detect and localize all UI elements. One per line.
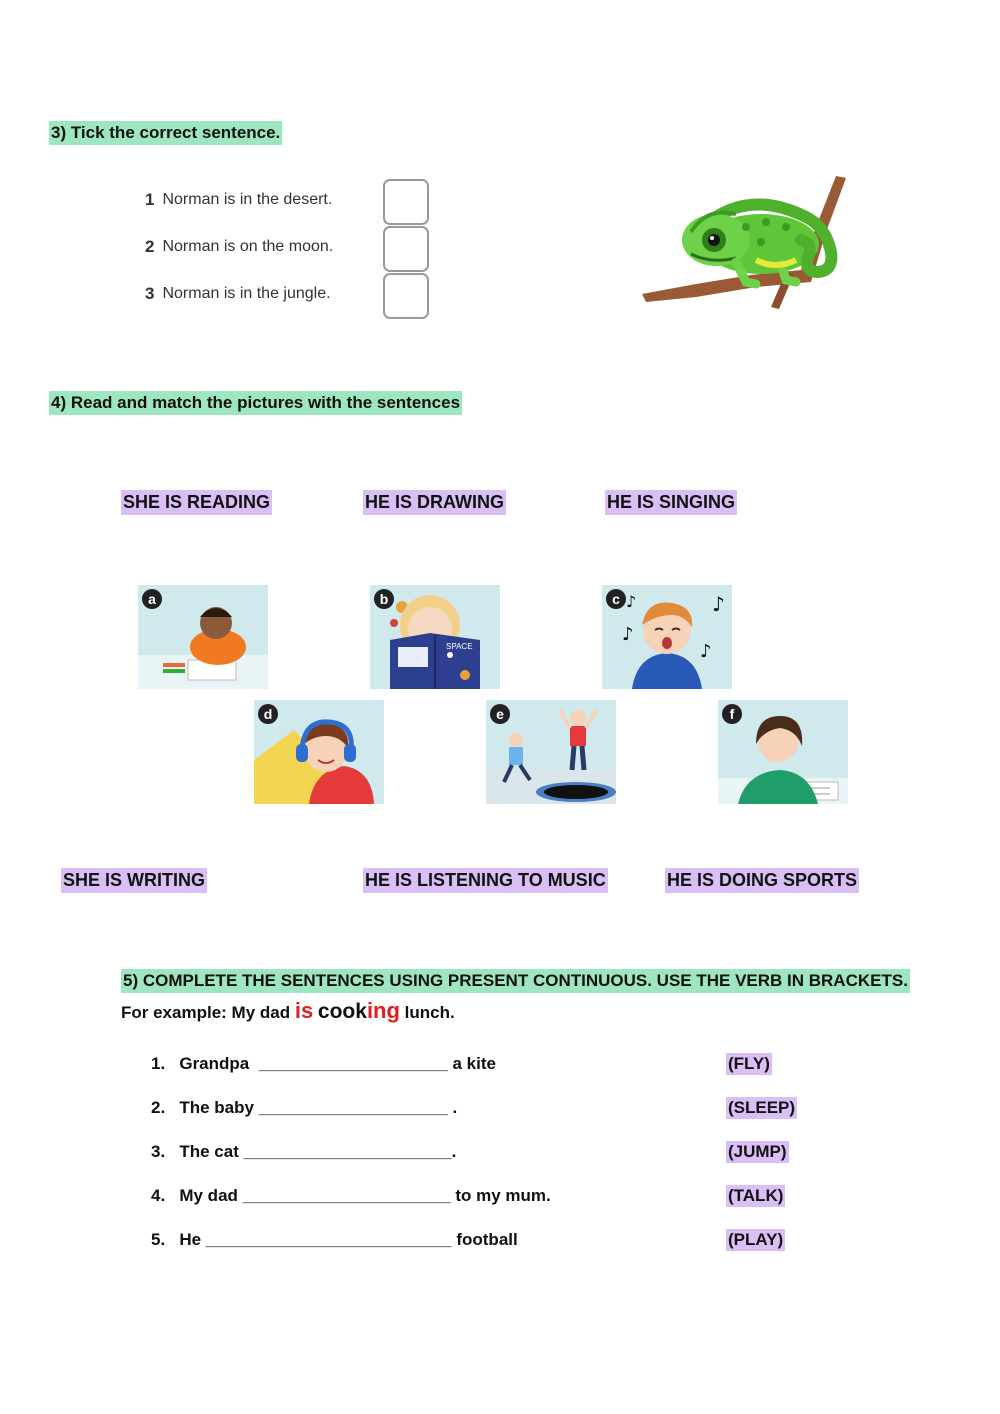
question-1[interactable]: 1. Grandpa ____________________ a kite [151,1054,496,1073]
tick-box-3[interactable] [383,273,429,319]
picture-c[interactable] [602,585,732,689]
label-he-is-listening-to-music: HE IS LISTENING TO MUSIC [363,868,608,893]
tick-box-2[interactable] [383,226,429,272]
section-3-title: 3) Tick the correct sentence. [49,121,282,145]
picture-f[interactable] [718,700,848,804]
question-2[interactable]: 2. The baby ____________________ . [151,1098,458,1117]
question-5[interactable]: 5. He __________________________ football [151,1230,518,1249]
label-she-is-writing: SHE IS WRITING [61,868,207,893]
picture-letter: f [722,704,742,724]
tick-item-number: 1 [145,190,155,209]
verb-hint-2: (SLEEP) [728,1098,796,1117]
question-4[interactable]: 4. My dad ______________________ to my mum. [151,1186,551,1205]
question-3[interactable]: 3. The cat ______________________. [151,1142,457,1161]
picture-letter: c [606,589,626,609]
svg-text:♪: ♪ [712,592,725,616]
tick-item-2 [145,237,333,257]
tick-box-1[interactable] [383,179,429,225]
chameleon-illustration [636,172,856,317]
label-he-is-doing-sports: HE IS DOING SPORTS [665,868,859,893]
example-aux: is [294,998,314,1023]
tick-item-text: Norman is in the desert. [162,191,333,208]
svg-text:♪: ♪ [626,592,637,611]
picture-d[interactable] [254,700,384,804]
tick-item-number: 3 [145,284,155,303]
verb-hint-3: (JUMP) [728,1142,787,1161]
tick-item-3 [145,284,331,304]
picture-letter: a [142,589,162,609]
tick-item-text: Norman is on the moon. [162,238,334,255]
picture-b[interactable] [370,585,500,689]
picture-letter: d [258,704,278,724]
verb-hint-4: (TALK) [728,1186,784,1205]
section-5-title: 5) COMPLETE THE SENTENCES USING PRESENT CONTINUOUS. USE THE VERB IN BRACKETS. [121,969,910,993]
picture-letter: b [374,589,394,609]
svg-text:♪: ♪ [700,641,712,662]
label-she-is-reading: SHE IS READING [121,490,272,515]
picture-e[interactable] [486,700,616,804]
section-4-title: 4) Read and match the pictures with the sentences [49,391,462,415]
label-he-is-singing: HE IS SINGING [605,490,737,515]
book-title: SPACE [446,642,473,651]
verb-hint-1: (FLY) [728,1054,770,1073]
svg-text:♪: ♪ [622,624,634,645]
tick-item-number: 2 [145,237,155,256]
example-sentence [121,998,455,1024]
verb-hint-5: (PLAY) [728,1230,784,1249]
label-he-is-drawing: HE IS DRAWING [363,490,506,515]
example-end: lunch. [399,1003,455,1022]
tick-item-text: Norman is in the jungle. [162,285,331,302]
example-prefix: For example: My dad [121,1003,295,1022]
picture-letter: e [490,704,510,724]
tick-item-1 [145,190,332,210]
example-suffix: ing [366,998,400,1023]
example-verb-stem: cook [317,1000,367,1023]
picture-a[interactable] [138,585,268,689]
